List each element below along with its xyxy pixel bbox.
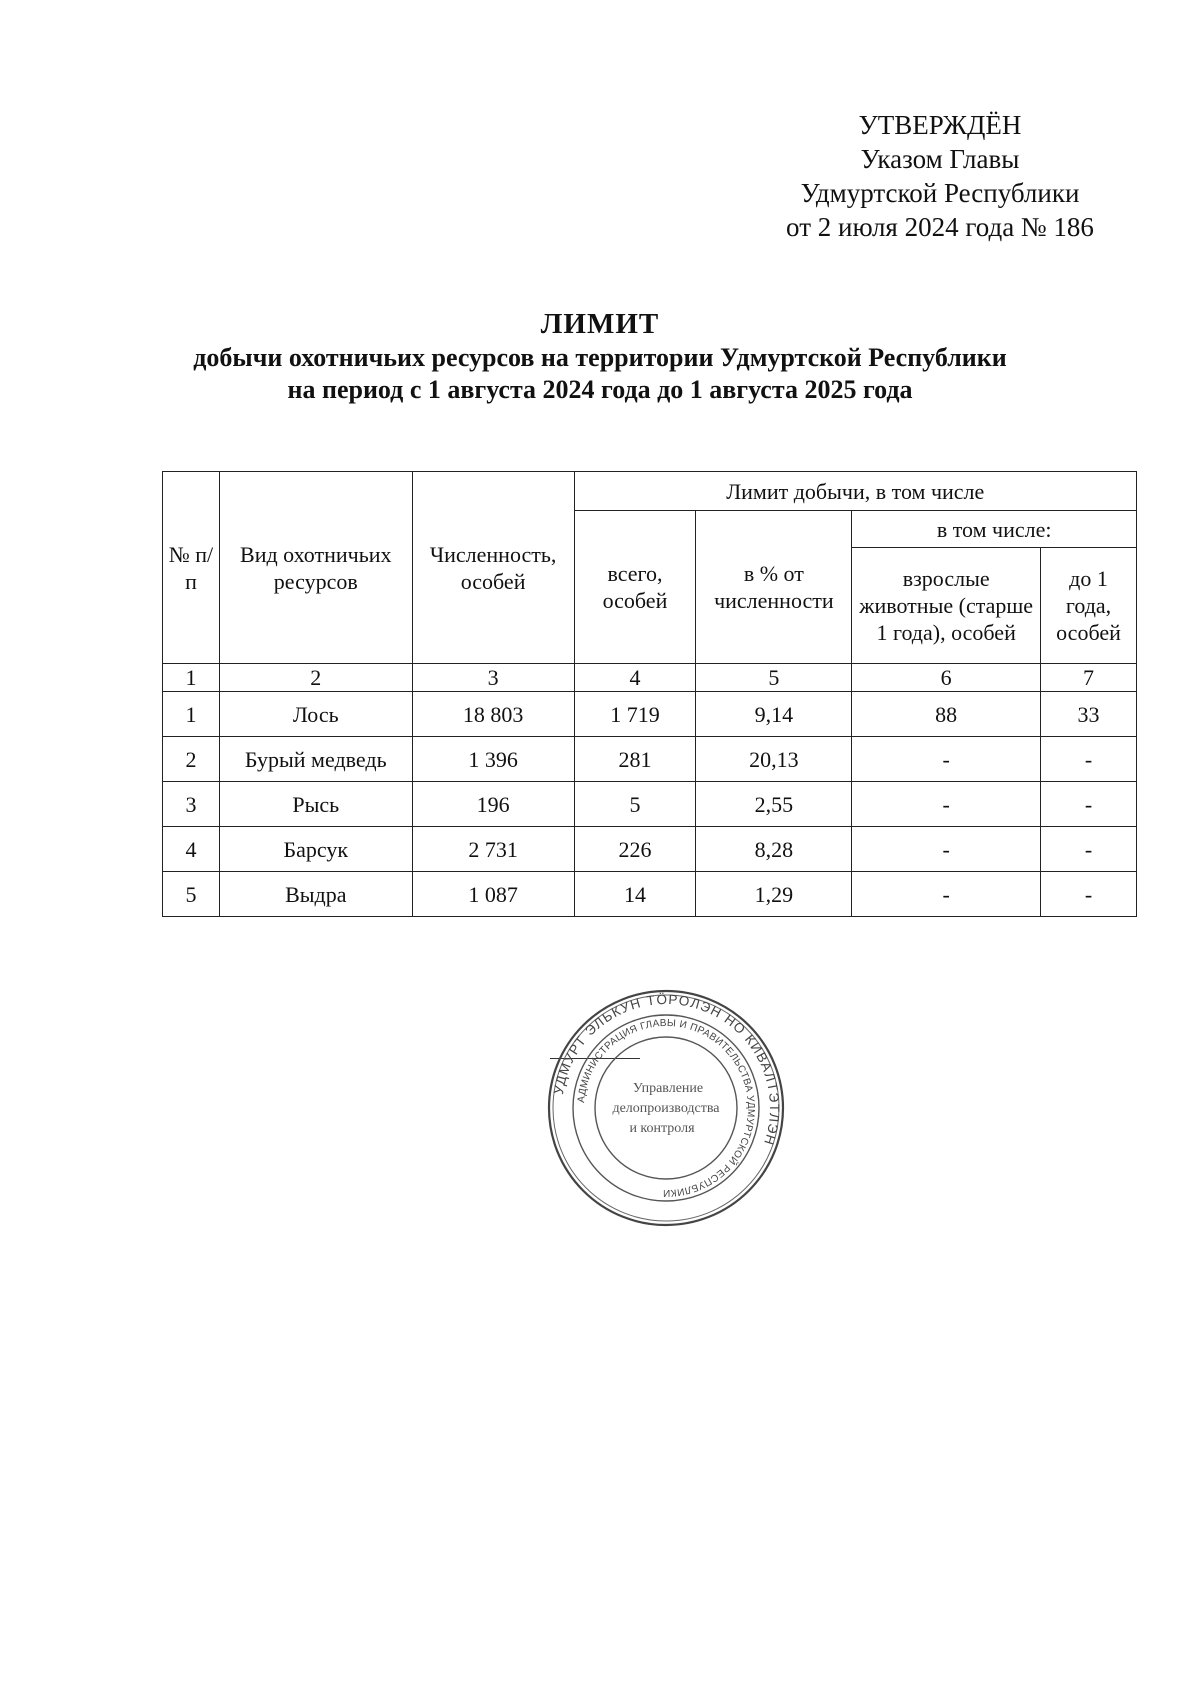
species-name: Бурый медведь [219,737,412,782]
table-row [163,782,1137,827]
approval-line-3: Удмуртской Республики [800,178,1080,208]
header-population: Численность, особей [412,472,574,664]
seal-center-line-2: делопроизводства [612,1101,720,1116]
population-value: 1 087 [412,872,574,917]
row-number: 5 [163,872,220,917]
table-row [163,872,1137,917]
title-line-3: на период с 1 августа 2024 года до 1 августа 2025 года [287,375,913,404]
limit-total-value: 1 719 [574,692,696,737]
header-num: № п/п [163,472,220,664]
adults-value: - [852,782,1041,827]
approval-line-2: Указом Главы [860,144,1020,174]
limit-percent-value: 9,14 [696,692,852,737]
adults-value: - [852,737,1041,782]
column-number-row [163,664,1137,692]
column-number: 5 [696,664,852,692]
limit-total-value: 226 [574,827,696,872]
species-name: Рысь [219,782,412,827]
column-number: 3 [412,664,574,692]
header-young: до 1 года, особей [1041,548,1137,664]
header-limit-group: Лимит добычи, в том числе [574,472,1136,511]
column-number: 2 [219,664,412,692]
limit-total-value: 5 [574,782,696,827]
row-number: 3 [163,782,220,827]
young-value: - [1041,827,1137,872]
limit-total-value: 14 [574,872,696,917]
population-value: 2 731 [412,827,574,872]
table-row [163,692,1137,737]
limit-total-value: 281 [574,737,696,782]
young-value: 33 [1041,692,1137,737]
adults-value: - [852,872,1041,917]
limit-percent-value: 8,28 [696,827,852,872]
adults-value: 88 [852,692,1041,737]
column-number: 4 [574,664,696,692]
column-number: 7 [1041,664,1137,692]
table-row [163,827,1137,872]
header-row [163,472,1137,511]
row-number: 2 [163,737,220,782]
seal-center-line-3: и контроля [629,1121,695,1136]
header-percent: в % от численности [696,511,852,664]
header-incl-group: в том числе: [852,511,1137,548]
population-value: 18 803 [412,692,574,737]
approval-block [740,108,1140,244]
limits-table [162,471,1137,917]
header-adults: взрослые животные (старше 1 года), особей [852,548,1041,664]
document-title [60,306,1140,406]
header-total: всего, особей [574,511,696,664]
seal-outer-text: УДМУРТ ЭЛЬКУН ТӦРОЛЭН НО КИВАЛТЭТЛЭН [550,991,783,1148]
row-number: 1 [163,692,220,737]
species-name: Выдра [219,872,412,917]
row-number: 4 [163,827,220,872]
limit-percent-value: 20,13 [696,737,852,782]
column-number: 6 [852,664,1041,692]
young-value: - [1041,782,1137,827]
title-line-2: добычи охотничьих ресурсов на территории Удмуртской Республики [193,343,1007,372]
species-name: Лось [219,692,412,737]
adults-value: - [852,827,1041,872]
seal-middle-text: АДМИНИСТРАЦИЯ ГЛАВЫ И ПРАВИТЕЛЬСТВА УДМУРТСКОЙ РЕСПУБЛИКИ [576,1017,757,1199]
table-row [163,737,1137,782]
population-value: 1 396 [412,737,574,782]
young-value: - [1041,737,1137,782]
young-value: - [1041,872,1137,917]
approval-line-4: от 2 июля 2024 года № 186 [786,212,1094,242]
seal-center-line-1: Управление [632,1081,704,1096]
limit-percent-value: 2,55 [696,782,852,827]
limit-percent-value: 1,29 [696,872,852,917]
species-name: Барсук [219,827,412,872]
official-seal [546,988,786,1228]
title-line-1: ЛИМИТ [540,308,660,340]
header-species: Вид охотничьих ресурсов [219,472,412,664]
population-value: 196 [412,782,574,827]
column-number: 1 [163,664,220,692]
approval-line-1: УТВЕРЖДЁН [858,110,1022,140]
